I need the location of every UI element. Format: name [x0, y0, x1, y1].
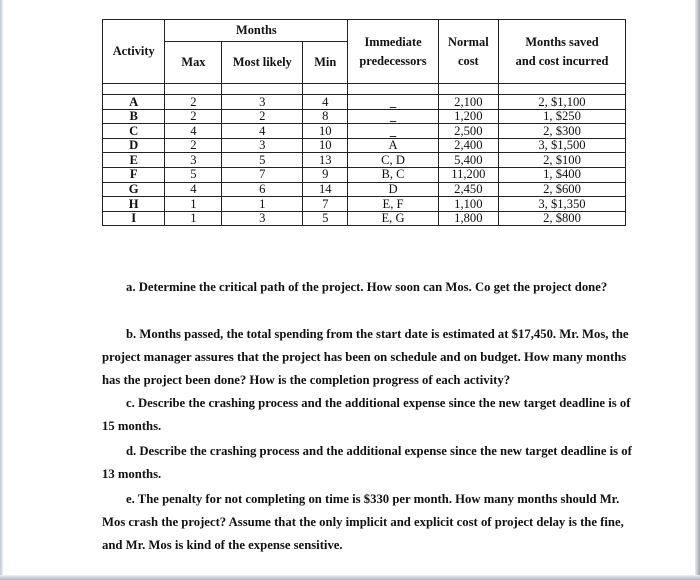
- cell-most-likely: 6: [222, 182, 303, 197]
- question-d: d. Describe the crashing process and the additional expense since the new target deadline is of 13 months.: [102, 444, 632, 481]
- col-header-predecessors: [348, 20, 438, 84]
- cell-min: 4: [303, 95, 348, 110]
- question-b: b. Months passed, the total spending from the start date is estimated at $17,450. Mr. Mos, the project manager assures that the project has been on schedule and on budget. How many months has the project been done? How is the completion progress of each activity?: [102, 327, 629, 387]
- cell-most-likely: 7: [222, 167, 303, 182]
- cell-months-saved: 1, $400: [498, 167, 625, 182]
- cell-most-likely: 3: [222, 95, 303, 110]
- activity-table: [102, 19, 626, 226]
- cell-normal-cost: 2,450: [438, 182, 498, 197]
- predecessors-line2: predecessors: [359, 53, 427, 68]
- question-e: e. The penalty for not completing on time is $330 per month. How many months should Mr. Mos crash the project? Assume that the only implicit and explicit cost of project delay is the fine, and Mr. Mos is kind of the expense sensitive.: [102, 492, 624, 552]
- table-row: [103, 95, 626, 110]
- cell-predecessors: C, D: [348, 153, 438, 168]
- cell-normal-cost: 2,500: [438, 124, 498, 139]
- cell-predecessors: A: [348, 138, 438, 153]
- cell-months-saved: 3, $1,500: [498, 138, 625, 153]
- col-header-max: Max: [165, 42, 222, 84]
- cell-normal-cost: 2,400: [438, 138, 498, 153]
- table-row: [103, 109, 626, 124]
- cell-months-saved: 3, $1,350: [498, 197, 625, 212]
- normal-cost-line1: Normal: [448, 34, 489, 49]
- cell-normal-cost: 1,200: [438, 109, 498, 124]
- cell-most-likely: 3: [222, 211, 303, 226]
- cell-min: 13: [303, 153, 348, 168]
- cell-max: 4: [165, 182, 222, 197]
- col-header-months: Months: [165, 20, 348, 42]
- cell-months-saved: 2, $300: [498, 124, 625, 139]
- cell-predecessors: _: [348, 124, 438, 139]
- cell-max: 5: [165, 167, 222, 182]
- table-body: [103, 95, 626, 226]
- cell-months-saved: 2, $600: [498, 182, 625, 197]
- cell-min: 14: [303, 182, 348, 197]
- cell-most-likely: 3: [222, 138, 303, 153]
- cell-activity: H: [103, 197, 165, 212]
- page-bottom-edge: [0, 575, 700, 580]
- cell-min: 5: [303, 211, 348, 226]
- table-header-row-1: [103, 20, 626, 42]
- table-row: [103, 167, 626, 182]
- cell-most-likely: 2: [222, 109, 303, 124]
- table-row: [103, 182, 626, 197]
- normal-cost-line2: cost: [458, 53, 479, 68]
- col-header-months-saved: [498, 20, 625, 84]
- predecessors-line1: Immediate: [364, 34, 422, 49]
- cell-months-saved: 2, $800: [498, 211, 625, 226]
- cell-normal-cost: 2,100: [438, 95, 498, 110]
- cell-activity: D: [103, 138, 165, 153]
- question-a: a. Determine the critical path of the project. How soon can Mos. Co get the project done?: [126, 280, 608, 294]
- table-row: [103, 211, 626, 226]
- months-saved-line2: and cost incurred: [515, 53, 609, 68]
- page-left-edge: [0, 0, 3, 580]
- cell-predecessors: E, F: [348, 197, 438, 212]
- cell-predecessors: _: [348, 95, 438, 110]
- col-header-most-likely: Most likely: [222, 42, 303, 84]
- cell-predecessors: E, G: [348, 211, 438, 226]
- cell-activity: C: [103, 124, 165, 139]
- cell-months-saved: 1, $250: [498, 109, 625, 124]
- col-header-normal-cost: [438, 20, 498, 84]
- cell-activity: F: [103, 167, 165, 182]
- cell-max: 1: [165, 197, 222, 212]
- cell-max: 3: [165, 153, 222, 168]
- cell-predecessors: _: [348, 109, 438, 124]
- cell-max: 2: [165, 95, 222, 110]
- cell-min: 10: [303, 124, 348, 139]
- cell-max: 2: [165, 109, 222, 124]
- question-c: c. Describe the crashing process and the additional expense since the new target deadline is of 15 months.: [102, 396, 631, 433]
- table-spacer-row: [103, 84, 626, 95]
- cell-min: 10: [303, 138, 348, 153]
- cell-months-saved: 2, $100: [498, 153, 625, 168]
- cell-activity: A: [103, 95, 165, 110]
- cell-normal-cost: 1,800: [438, 211, 498, 226]
- cell-normal-cost: 5,400: [438, 153, 498, 168]
- cell-max: 4: [165, 124, 222, 139]
- cell-min: 7: [303, 197, 348, 212]
- cell-activity: E: [103, 153, 165, 168]
- cell-most-likely: 1: [222, 197, 303, 212]
- table-row: [103, 197, 626, 212]
- cell-activity: I: [103, 211, 165, 226]
- cell-months-saved: 2, $1,100: [498, 95, 625, 110]
- cell-activity: G: [103, 182, 165, 197]
- table-row: [103, 138, 626, 153]
- cell-min: 8: [303, 109, 348, 124]
- cell-normal-cost: 1,100: [438, 197, 498, 212]
- cell-most-likely: 4: [222, 124, 303, 139]
- cell-activity: B: [103, 109, 165, 124]
- page-right-edge: [695, 0, 700, 580]
- table-row: [103, 153, 626, 168]
- cell-normal-cost: 11,200: [438, 167, 498, 182]
- cell-most-likely: 5: [222, 153, 303, 168]
- cell-max: 1: [165, 211, 222, 226]
- cell-predecessors: D: [348, 182, 438, 197]
- cell-max: 2: [165, 138, 222, 153]
- table-row: [103, 124, 626, 139]
- col-header-activity: Activity: [103, 20, 165, 84]
- questions-section: [102, 276, 642, 557]
- cell-predecessors: B, C: [348, 167, 438, 182]
- cell-min: 9: [303, 167, 348, 182]
- months-saved-line1: Months saved: [525, 34, 599, 49]
- col-header-min: Min: [303, 42, 348, 84]
